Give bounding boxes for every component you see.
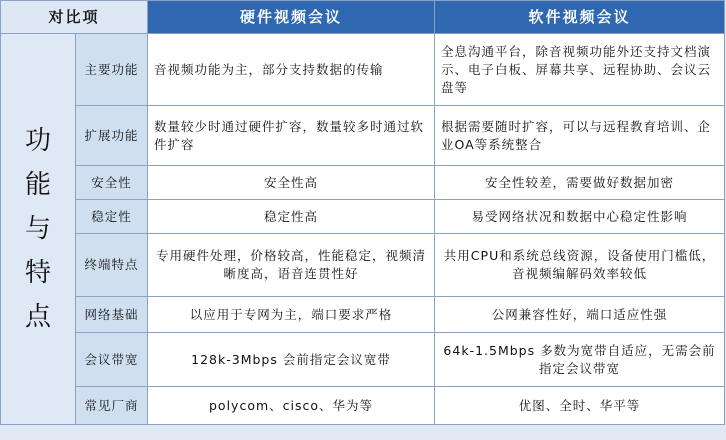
software-cell: 易受网络状况和数据中心稳定性影响 bbox=[435, 200, 725, 234]
hardware-cell: 稳定性高 bbox=[148, 200, 435, 234]
software-cell: 优图、全时、华平等 bbox=[435, 387, 725, 425]
attribute-label: 会议带宽 bbox=[76, 333, 148, 387]
hardware-cell: 数量较少时通过硬件扩容，数量较多时通过软件扩容 bbox=[148, 106, 435, 166]
table-row bbox=[1, 234, 725, 297]
table-row bbox=[1, 200, 725, 234]
group-label bbox=[1, 34, 76, 425]
attribute-label: 稳定性 bbox=[76, 200, 148, 234]
hardware-cell: 音视频功能为主，部分支持数据的传输 bbox=[148, 34, 435, 106]
table-row bbox=[1, 387, 725, 425]
table-row bbox=[1, 333, 725, 387]
hardware-cell: 专用硬件处理，价格较高，性能稳定，视频清晰度高，语音连贯性好 bbox=[148, 234, 435, 297]
attribute-label: 常见厂商 bbox=[76, 387, 148, 425]
group-char: 能 bbox=[24, 170, 51, 200]
table-row bbox=[1, 106, 725, 166]
software-cell: 根据需要随时扩容，可以与远程教育培训、企业OA等系统整合 bbox=[435, 106, 725, 166]
hardware-cell: 128k-3Mbps 会前指定会议宽带 bbox=[148, 333, 435, 387]
software-cell: 64k-1.5Mbps 多数为宽带自适应，无需会前指定会议带宽 bbox=[435, 333, 725, 387]
hardware-cell: polycom、cisco、华为等 bbox=[148, 387, 435, 425]
attribute-label: 主要功能 bbox=[76, 34, 148, 106]
software-cell: 安全性较差，需要做好数据加密 bbox=[435, 166, 725, 200]
software-cell: 全息沟通平台，除音视频功能外还支持文档演示、电子白板、屏幕共享、远程协助、会议云盘等 bbox=[435, 34, 725, 106]
software-cell: 公网兼容性好，端口适应性强 bbox=[435, 297, 725, 333]
header-software: 软件视频会议 bbox=[435, 1, 725, 34]
group-char: 与 bbox=[24, 214, 51, 244]
header-compare: 对比项 bbox=[1, 1, 148, 34]
hardware-cell: 安全性高 bbox=[148, 166, 435, 200]
attribute-label: 安全性 bbox=[76, 166, 148, 200]
attribute-label: 扩展功能 bbox=[76, 106, 148, 166]
group-char: 点 bbox=[24, 302, 51, 332]
group-char: 功 bbox=[24, 126, 51, 156]
hardware-cell: 以应用于专网为主，端口要求严格 bbox=[148, 297, 435, 333]
attribute-label: 网络基础 bbox=[76, 297, 148, 333]
table-row bbox=[1, 34, 725, 106]
table-row bbox=[1, 297, 725, 333]
attribute-label: 终端特点 bbox=[76, 234, 148, 297]
header-row bbox=[1, 1, 725, 34]
header-hardware: 硬件视频会议 bbox=[148, 1, 435, 34]
table-row bbox=[1, 166, 725, 200]
group-char: 特 bbox=[24, 258, 51, 288]
software-cell: 共用CPU和系统总线资源，设备使用门槛低，音视频编解码效率较低 bbox=[435, 234, 725, 297]
